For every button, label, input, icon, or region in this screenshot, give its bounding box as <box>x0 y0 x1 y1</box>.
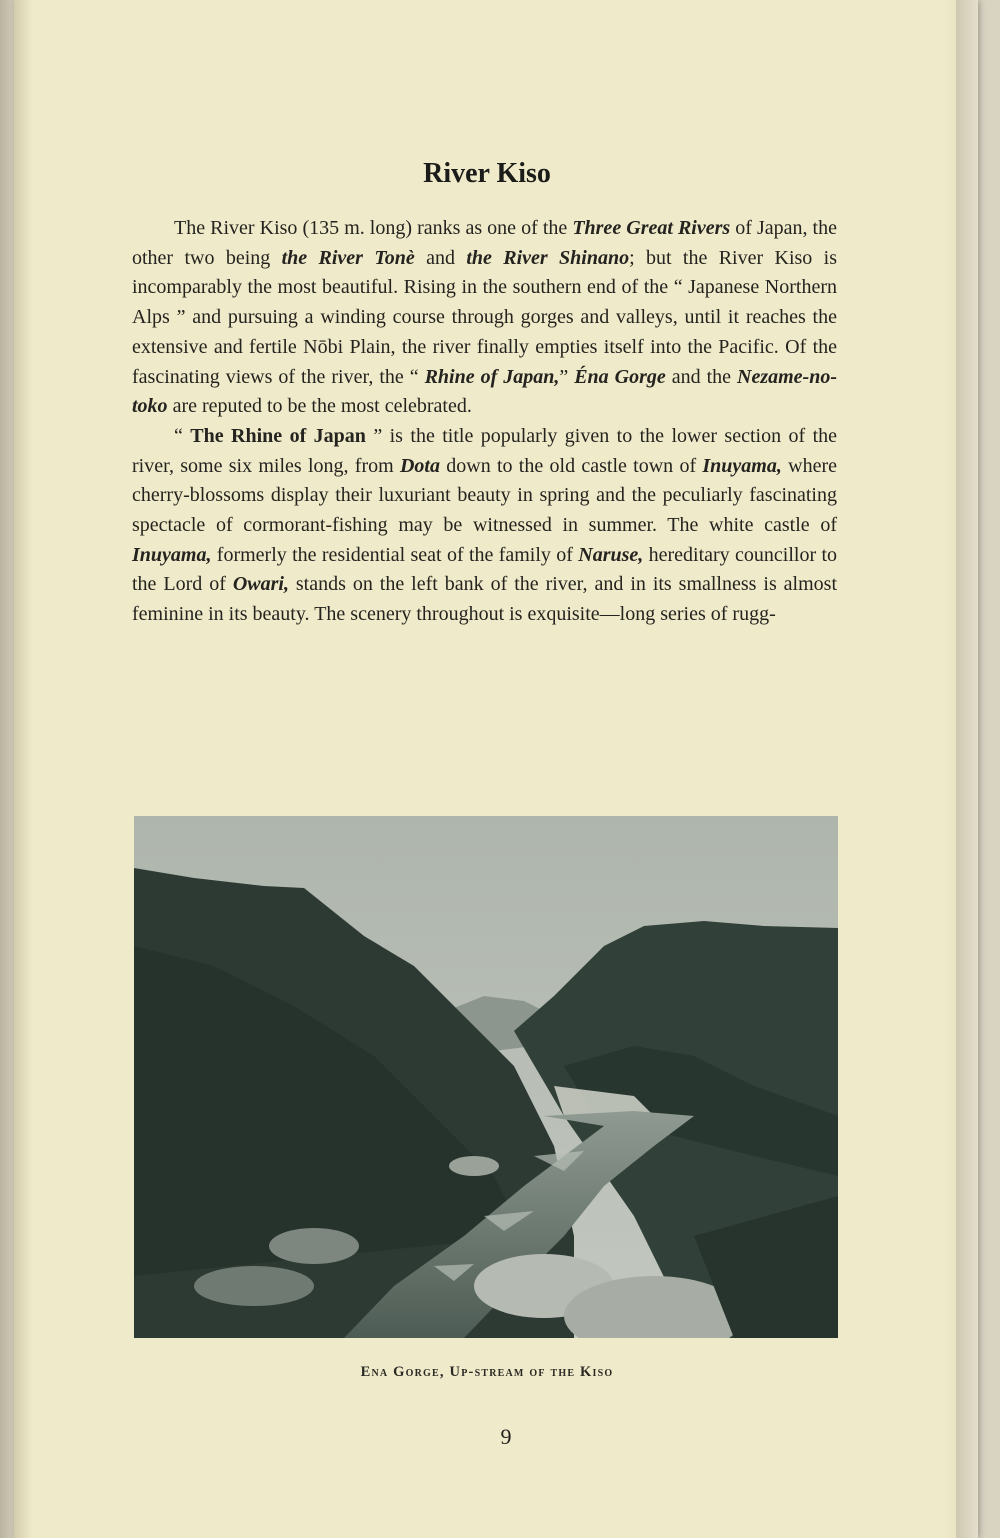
photo-caption: Ena Gorge, Up-stream of the Kiso <box>360 1364 614 1380</box>
page-edge <box>956 0 978 1538</box>
page-number: 9 <box>500 1424 512 1449</box>
paragraph-1: The River Kiso (135 m. long) ranks as one of the Three Great Rivers of Japan, the other two being the River Tonè and the River Shinano; but the River Kiso is incomparably the most beautiful. Rising in the southern end of the “ Japanese Northern Alps ” and pursuing a winding course through gorges and valleys, until it reaches the extensive and fertile Nōbi Plain, the river finally empties itself into the Pacific. Of the fascinating views of the river, the “ Rhine of Japan,” Éna Gorge and the Nezame-no-toko are reputed to be the most celebrated. <box>132 217 837 418</box>
gorge-illustration <box>134 816 838 1338</box>
page-title: River Kiso <box>423 158 551 189</box>
article-body <box>132 214 837 630</box>
gorge-photograph <box>134 816 838 1338</box>
paragraph-2: “ The Rhine of Japan ” is the title popularly given to the lower section of the river, some six miles long, from Dota down to the old castle town of Inuyama, where cherry-blossoms display their luxuriant beauty in spring and the peculiarly fascinating spectacle of cormorant-fishing may be witnessed in summer. The white castle of Inuyama, formerly the residential seat of the family of Naruse, hereditary councillor to the Lord of Owari, stands on the left bank of the river, and in its smallness is almost feminine in its beauty. The scenery throughout is exquisite—long series of rugg- <box>132 424 838 626</box>
